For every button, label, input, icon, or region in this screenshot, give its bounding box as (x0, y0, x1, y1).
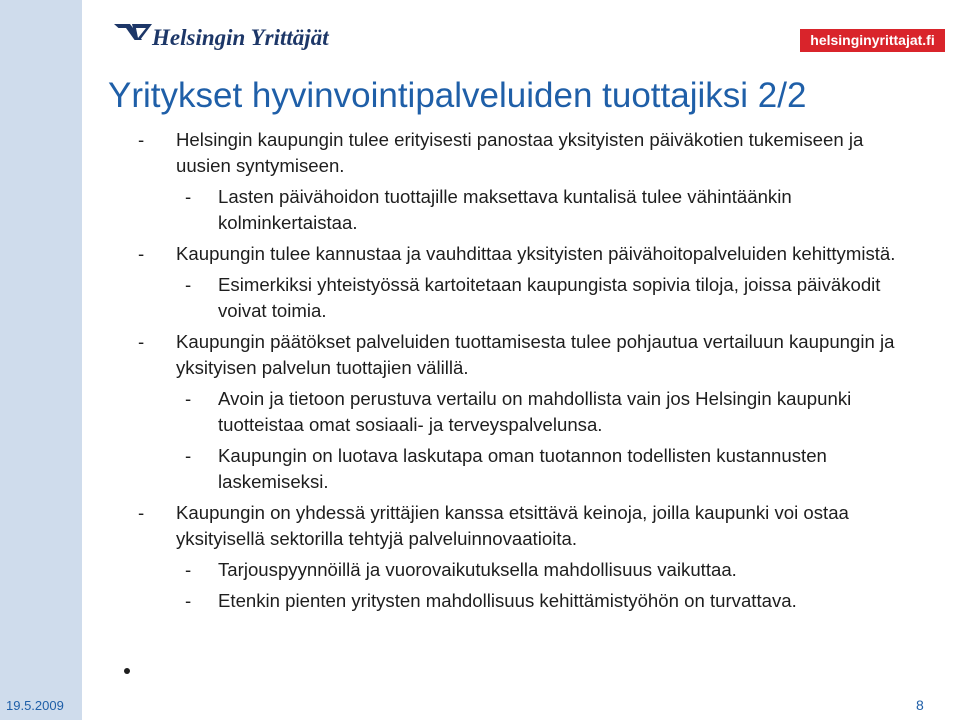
sub-list-item (0, 386, 959, 438)
dash-marker: - (185, 445, 192, 466)
dot-bullet-icon (124, 668, 130, 674)
organization-logo (112, 18, 329, 58)
sub-list-item (0, 557, 959, 583)
list-item-text: Kaupungin on yhdessä yrittäjien kanssa etsittävä keinoja, joilla kaupunki voi ostaa yksityisellä sektorilla tehtyjä palveluinnovaatioita. (176, 502, 849, 549)
list-item (0, 127, 959, 179)
dash-marker: - (185, 274, 192, 295)
footer-date: 19.5.2009 (6, 698, 64, 713)
list-item-text: Avoin ja tietoon perustuva vertailu on mahdollista vain jos Helsingin kaupunki tuotteistaa omat sosiaali- ja terveyspalvelunsa. (218, 388, 852, 435)
sub-list-item (0, 184, 959, 236)
list-item (0, 241, 959, 267)
dash-marker: - (185, 559, 192, 580)
list-item-text: Kaupungin päätökset palveluiden tuottamisesta tulee pohjautua vertailuun kaupungin ja yksityisen palvelun tuottajien välillä. (176, 331, 895, 378)
list-item-text: Tarjouspyynnöillä ja vuorovaikutuksella mahdollisuus vaikuttaa. (218, 559, 737, 580)
list-item-text: Esimerkiksi yhteistyössä kartoitetaan kaupungista sopivia tiloja, joissa päiväkodit voivat toimia. (218, 274, 881, 321)
sub-list-item (0, 443, 959, 495)
logo-wordmark: Helsingin Yrittäjät (152, 25, 329, 50)
dash-marker: - (138, 502, 145, 523)
dash-marker: - (185, 590, 192, 611)
list-item-text: Lasten päivähoidon tuottajille maksettava kuntalisä tulee vähintäänkin kolminkertaistaa. (218, 186, 792, 233)
slide-title: Yritykset hyvinvointipalveluiden tuottajiksi 2/2 (108, 76, 807, 115)
website-badge: helsinginyrittajat.fi (800, 29, 945, 52)
dash-marker: - (185, 186, 192, 207)
list-item-text: Helsingin kaupungin tulee erityisesti panostaa yksityisten päiväkotien tukemiseen ja uusien syntymiseen. (176, 129, 864, 176)
list-item (0, 329, 959, 381)
dash-marker: - (138, 331, 145, 352)
list-item-text: Etenkin pienten yritysten mahdollisuus kehittämistyöhön on turvattava. (218, 590, 797, 611)
dash-marker: - (138, 129, 145, 150)
dash-marker: - (185, 388, 192, 409)
page-number: 8 (916, 697, 924, 713)
bullet-list (0, 127, 959, 614)
list-item (0, 500, 959, 552)
sub-list-item (0, 588, 959, 614)
list-item-text: Kaupungin tulee kannustaa ja vauhdittaa yksityisten päivähoitopalveluiden kehittymistä. (176, 243, 896, 264)
list-item-text: Kaupungin on luotava laskutapa oman tuotannon todellisten kustannusten laskemiseksi. (218, 445, 827, 492)
sub-list-item (0, 272, 959, 324)
dash-marker: - (138, 243, 145, 264)
flag-chevrons-icon (112, 18, 156, 56)
